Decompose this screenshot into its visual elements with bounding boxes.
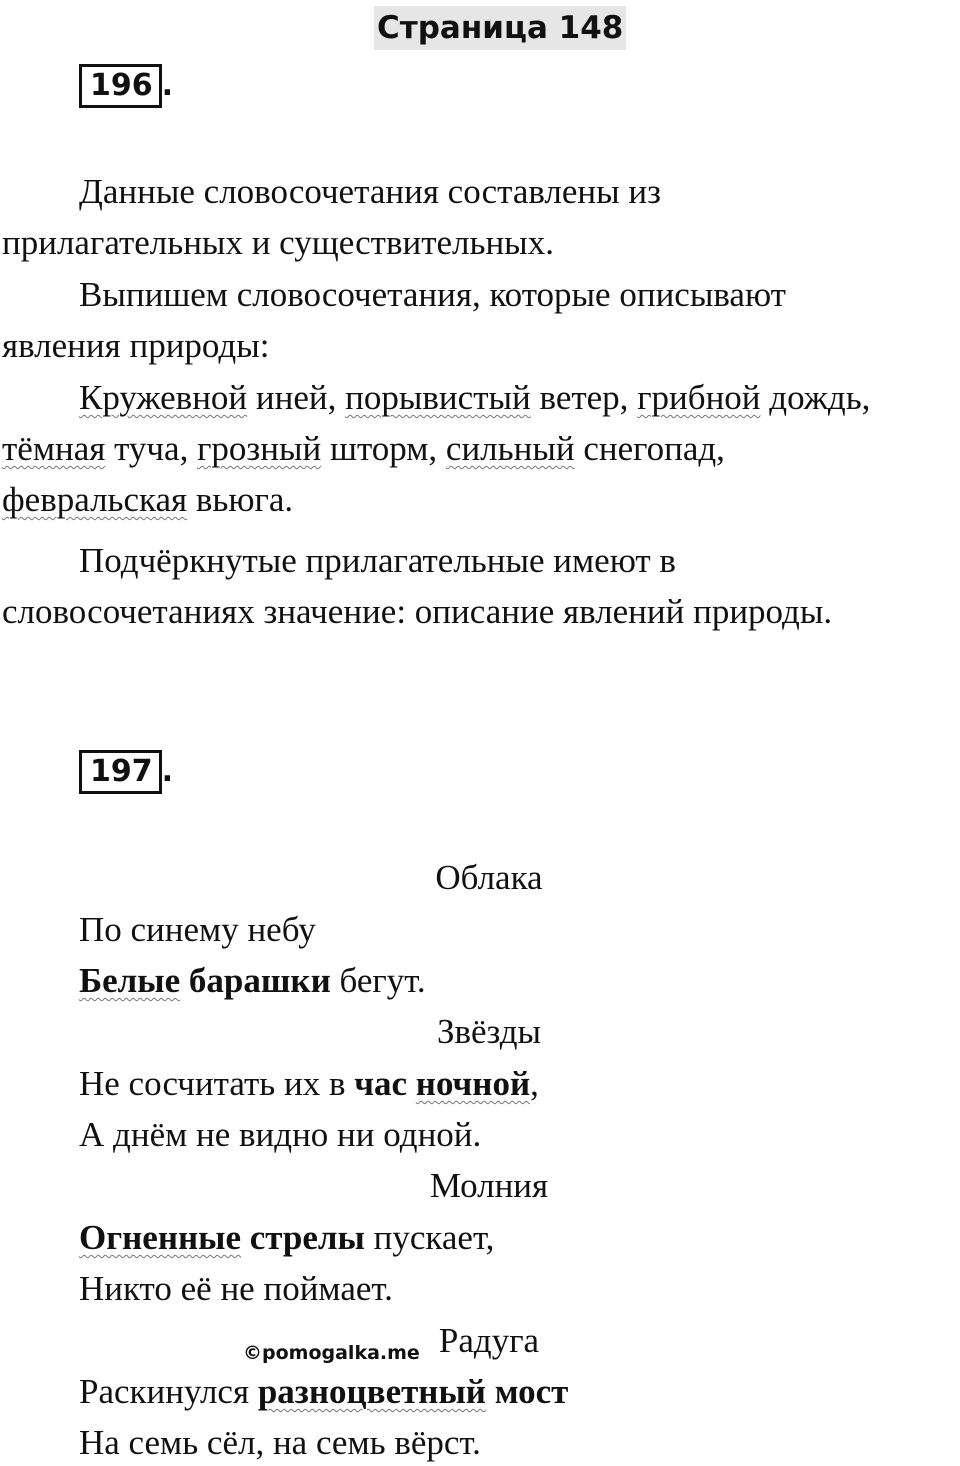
noun: дождь, [760, 378, 871, 417]
riddle2-line1 [79, 1064, 539, 1104]
noun: вьюга. [187, 480, 294, 519]
plain-text: , [530, 1064, 539, 1103]
riddle4-line1 [79, 1372, 568, 1412]
exercise-197-number: 197 . [79, 750, 173, 794]
ex196-phrases-line1 [79, 378, 870, 418]
noun: снегопад, [574, 429, 725, 468]
noun: шторм, [321, 429, 446, 468]
bold-adjective: Огненные [79, 1218, 242, 1257]
ex196-paragraph3-line2: словосочетаниях значение: описание явлений природы. [2, 592, 833, 631]
adjective: февральская [2, 480, 188, 519]
riddle-title-stars: Звёзды [436, 1012, 542, 1051]
riddle4-line2: На семь сёл, на семь вёрст. [79, 1423, 481, 1462]
riddle-title-clouds: Облака [435, 858, 543, 897]
ex196-paragraph2-line2: явления природы: [2, 326, 270, 365]
bold-noun: барашки [180, 961, 331, 1000]
adjective: порывистый [345, 378, 531, 417]
bold-noun: стрелы [241, 1218, 365, 1257]
riddle1-line2 [79, 961, 426, 1001]
bold-adjective: ночной [415, 1064, 531, 1103]
riddle1-line1: По синему небу [79, 910, 316, 949]
exercise-number-box: 196 [79, 64, 162, 108]
bold-noun: час [354, 1064, 416, 1103]
page-header: Страница 148 [374, 6, 626, 50]
adjective: тёмная [2, 429, 106, 468]
noun: туча, [105, 429, 198, 468]
ex196-paragraph1-line2: прилагательных и существительных. [2, 223, 554, 262]
riddle-title-rainbow: Радуга [438, 1321, 540, 1360]
ex196-paragraph2-line1: Выпишем словосочетания, которые описывают [79, 275, 786, 314]
plain-text: Не сосчитать их в [79, 1064, 355, 1103]
bold-adjective: разноцветный [257, 1372, 486, 1411]
exercise-number-box: 197 [79, 750, 162, 794]
plain-text: пускает, [364, 1218, 495, 1257]
plain-text: Раскинулся [79, 1372, 258, 1411]
riddle2-line2: А днём не видно ни одной. [79, 1115, 482, 1154]
ex196-phrases-line3 [2, 480, 293, 520]
plain-text: бегут. [330, 961, 426, 1000]
exercise-196-number: 196 . [79, 64, 173, 108]
adjective: грозный [197, 429, 322, 468]
adjective: сильный [445, 429, 575, 468]
noun: иней, [247, 378, 346, 417]
watermark: ©pomogalka.me [243, 1342, 420, 1364]
riddle3-line2: Никто её не поймает. [79, 1269, 393, 1308]
adjective: грибной [637, 378, 761, 417]
noun: ветер, [530, 378, 638, 417]
adjective: Кружевной [79, 378, 248, 417]
riddle3-line1 [79, 1218, 494, 1258]
bold-adjective: Белые [79, 961, 181, 1000]
bold-noun: мост [485, 1372, 569, 1411]
ex196-phrases-line2 [2, 429, 725, 469]
riddle-title-lightning: Молния [429, 1166, 549, 1205]
ex196-paragraph3-line1: Подчёркнутые прилагательные имеют в [79, 541, 676, 580]
ex196-paragraph1-line1: Данные словосочетания составлены из [79, 172, 661, 211]
